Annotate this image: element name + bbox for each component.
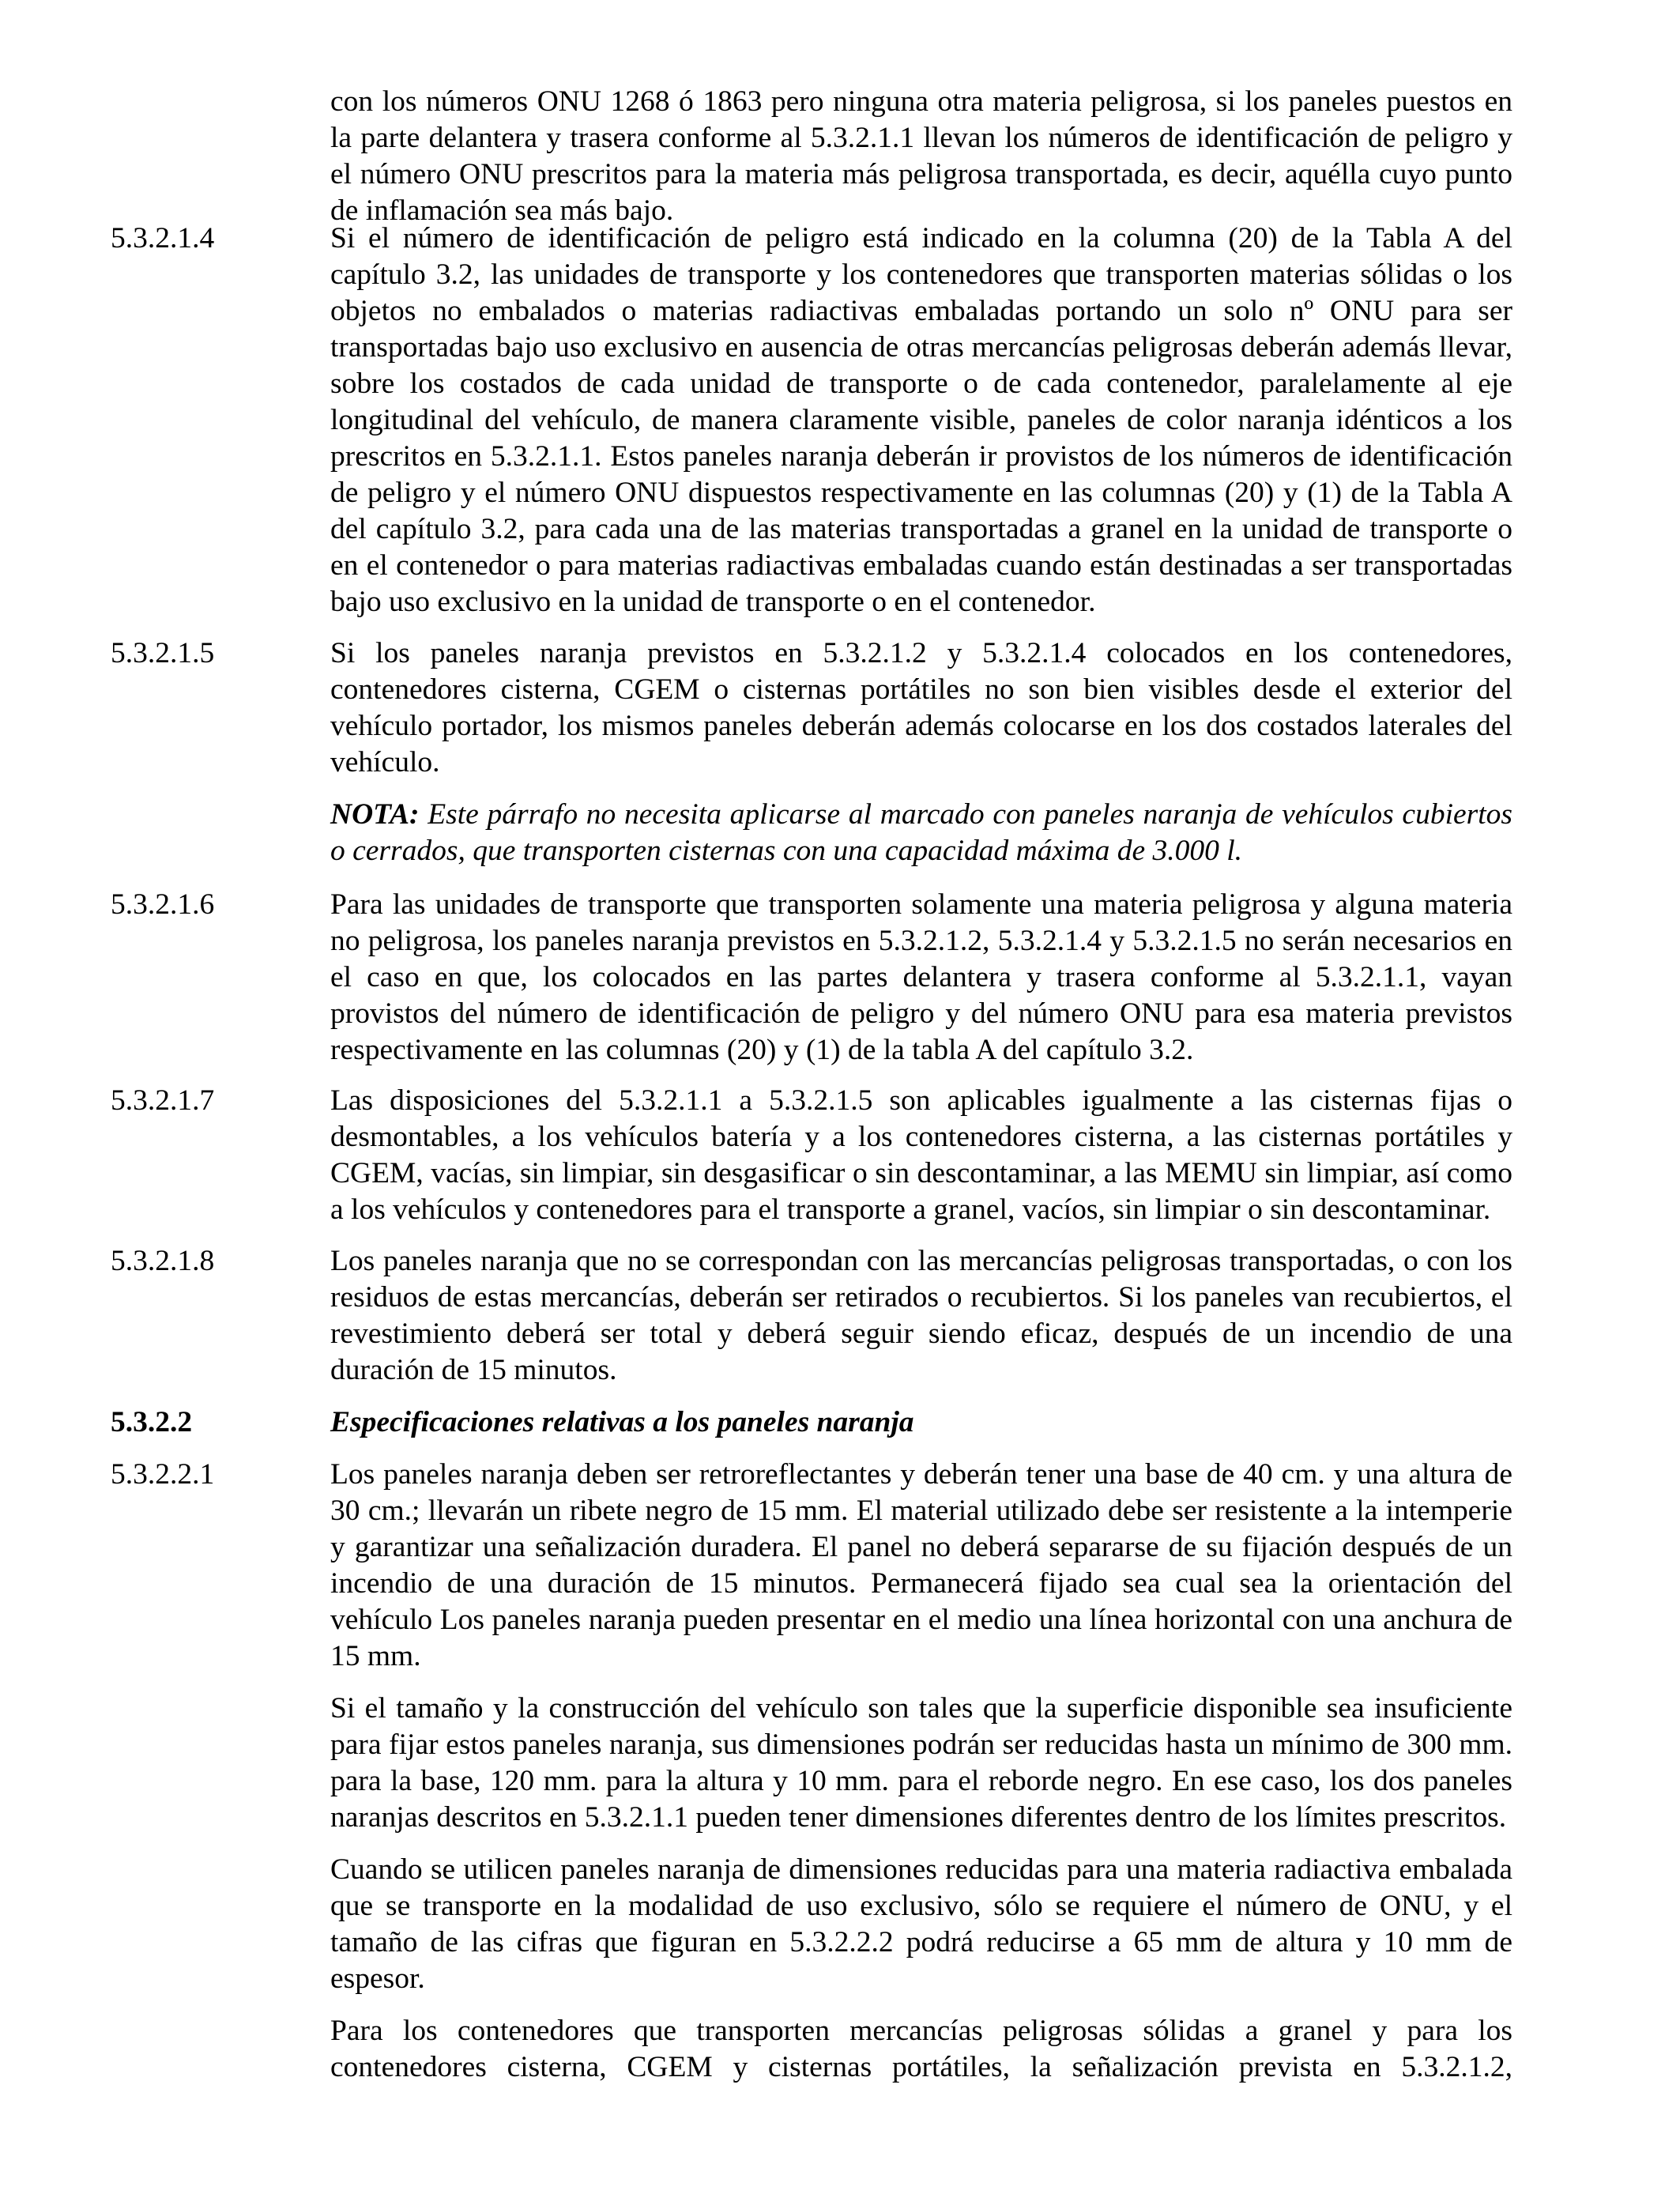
section-heading-5-3-2-2	[111, 1404, 1512, 1441]
section-number: 5.3.2.1.4	[111, 222, 215, 254]
heading-title: Especificaciones relativas a los paneles naranja	[330, 1406, 914, 1438]
section-number: 5.3.2.1.5	[111, 637, 215, 669]
section-5-3-2-2-1	[111, 1457, 1512, 2086]
section-number: 5.3.2.1.8	[111, 1245, 215, 1277]
section-text: Para las unidades de transporte que transporten solamente una materia peligrosa y alguna materia no peligrosa, los paneles naranja previstos en 5.3.2.1.2, 5.3.2.1.4 y 5.3.2.1.5 no serán necesarios en el caso en que, los colocados en las partes delantera y trasera conforme al 5.3.2.1.1, vayan provistos del número de identificación de peligro y del número ONU para esa materia previstos respectivamente en las columnas (20) y (1) de la tabla A del capítulo 3.2.	[330, 888, 1512, 1066]
intro-text: con los números ONU 1268 ó 1863 pero ninguna otra materia peligrosa, si los paneles puestos en la parte delantera y trasera conforme al 5.3.2.1.1 llevan los números de identificación de peligro y el número ONU prescritos para la materia más peligrosa transportada, es decir, aquélla cuyo punto de inflamación sea más bajo.	[330, 85, 1512, 227]
note-paragraph	[330, 797, 1512, 869]
section-paragraph: Para los contenedores que transporten mercancías peligrosas sólidas a granel y para los contenedores cisterna, CGEM y cisternas portátiles, la señalización prevista en 5.3.2.1.2,	[330, 2015, 1512, 2083]
section-text: Si los paneles naranja previstos en 5.3.2.1.2 y 5.3.2.1.4 colocados en los contenedores, contenedores cisterna, CGEM o cisternas portátiles no son bien visibles desde el exterior del vehículo portador, los mismos paneles deberán además colocarse en los dos costados laterales del vehículo.	[330, 637, 1512, 778]
section-5-3-2-1-7	[111, 1083, 1512, 1228]
section-text: Los paneles naranja que no se correspondan con las mercancías peligrosas transportadas, o con los residuos de estas mercancías, deberán ser retirados o recubiertos. Si los paneles van recubiertos, el revestimiento deberá ser total y deberá seguir siendo eficaz, después de un incendio de una duración de 15 minutos.	[330, 1245, 1512, 1386]
note-text: Este párrafo no necesita aplicarse al marcado con paneles naranja de vehículos cubiertos o cerrados, que transporten cisternas con una capacidad máxima de 3.000 l.	[330, 798, 1512, 867]
section-number: 5.3.2.2.1	[111, 1458, 215, 1491]
section-5-3-2-1-4	[111, 221, 1512, 620]
heading-number: 5.3.2.2	[111, 1406, 193, 1438]
section-5-3-2-1-5	[111, 635, 1512, 869]
section-5-3-2-1-8	[111, 1243, 1512, 1389]
section-text: Si el número de identificación de peligro está indicado en la columna (20) de la Tabla A del capítulo 3.2, las unidades de transporte y los contenedores que transporten materias sólidas o los objetos no embalados o materias radiactivas embaladas portando un solo nº ONU para ser transportadas bajo uso exclusivo en ausencia de otras mercancías peligrosas deberán además llevar, sobre los costados de cada unidad de transporte o de cada contenedor, paralelamente al eje longitudinal del vehículo, de manera claramente visible, paneles de color naranja idénticos a los prescritos en 5.3.2.1.1. Estos paneles naranja deberán ir provistos de los números de identificación de peligro y el número ONU dispuestos respectivamente en las columnas (20) y (1) de la Tabla A del capítulo 3.2, para cada una de las materias transportadas a granel en la unidad de transporte o en el contenedor o para materias radiactivas embaladas cuando están destinadas a ser transportadas bajo uso exclusivo en la unidad de transporte o en el contenedor.	[330, 222, 1512, 618]
section-paragraph: Los paneles naranja deben ser retroreflectantes y deberán tener una base de 40 cm. y una altura de 30 cm.; llevarán un ribete negro de 15 mm. El material utilizado debe ser resistente a la intemperie y garantizar una señalización duradera. El panel no deberá separarse de su fijación después de un incendio de una duración de 15 minutos. Permanecerá fijado sea cual sea la orientación del vehículo Los paneles naranja pueden presentar en el medio una línea horizontal con una anchura de 15 mm.	[330, 1458, 1512, 1672]
section-paragraph: Si el tamaño y la construcción del vehículo son tales que la superficie disponible sea insuficiente para fijar estos paneles naranja, sus dimensiones podrán ser reducidas hasta un mínimo de 300 mm. para la base, 120 mm. para la altura y 10 mm. para el reborde negro. En ese caso, los dos paneles naranjas descritos en 5.3.2.1.1 pueden tener dimensiones diferentes dentro de los límites prescritos.	[330, 1692, 1512, 1834]
section-number: 5.3.2.1.6	[111, 888, 215, 921]
note-label: NOTA:	[330, 798, 420, 831]
section-paragraph: Cuando se utilicen paneles naranja de dimensiones reducidas para una materia radiactiva embalada que se transporte en la modalidad de uso exclusivo, sólo se requiere el número de ONU, y el tamaño de las cifras que figuran en 5.3.2.2.2 podrá reducirse a 65 mm de altura y 10 mm de espesor.	[330, 1853, 1512, 1995]
section-number: 5.3.2.1.7	[111, 1084, 215, 1117]
section-5-3-2-1-6	[111, 887, 1512, 1069]
section-text: Las disposiciones del 5.3.2.1.1 a 5.3.2.1.5 son aplicables igualmente a las cisternas fijas o desmontables, a los vehículos batería y a los contenedores cisterna, a las cisternas portátiles y CGEM, vacías, sin limpiar, sin desgasificar o sin descontaminar, a las MEMU sin limpiar, así como a los vehículos y contenedores para el transporte a granel, vacíos, sin limpiar o sin descontaminar.	[330, 1084, 1512, 1226]
